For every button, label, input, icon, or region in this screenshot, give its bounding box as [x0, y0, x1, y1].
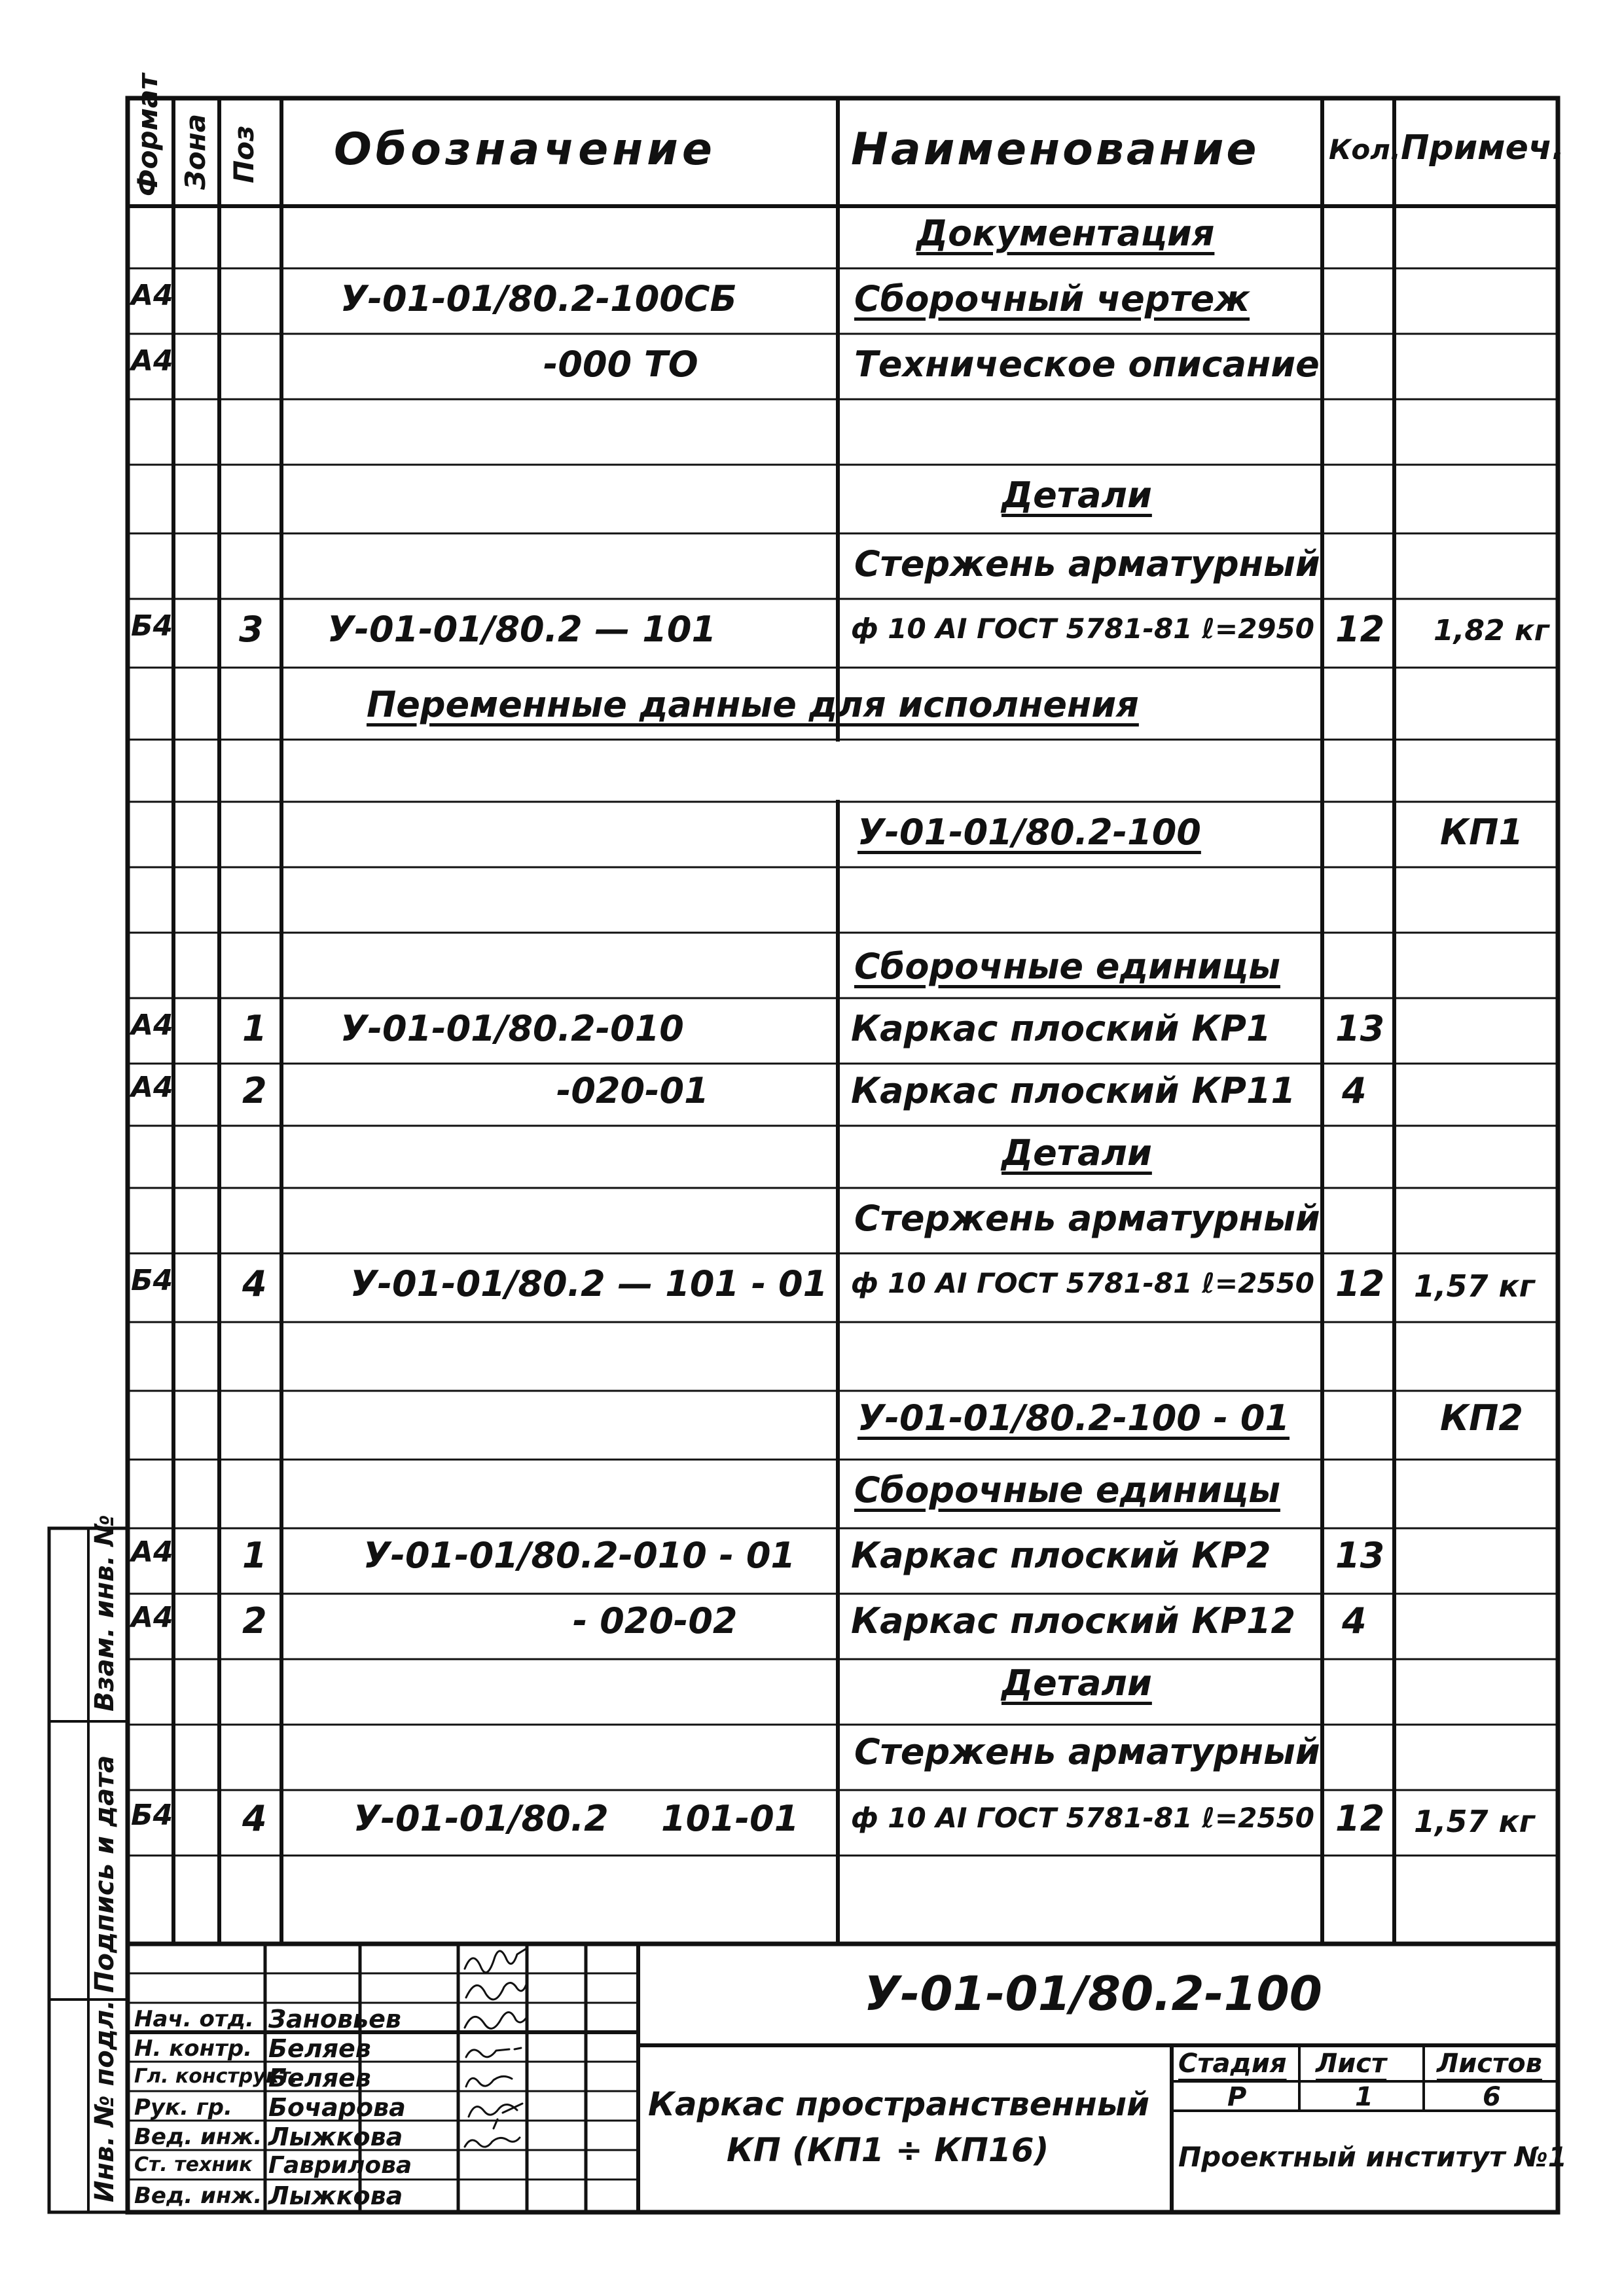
row27-note: 1,57 кг — [1414, 1804, 1535, 1839]
person-surname: Бочарова — [268, 2093, 406, 2122]
header-zone: Зона — [179, 113, 211, 190]
document-title-line1: Каркас пространственный — [648, 2085, 1150, 2123]
row11-name: У-01-01/80.2-100 — [857, 812, 1201, 853]
row17-name: Стержень арматурный — [854, 1198, 1320, 1239]
row27-designation-suffix: 101-01 — [661, 1798, 799, 1839]
row13-name: Сборочные единицы — [854, 946, 1280, 987]
row16-name: Детали — [1001, 1132, 1152, 1174]
sheets-value: 6 — [1483, 2082, 1501, 2112]
person-surname: Лыжкова — [268, 2123, 403, 2151]
header-name: Наименование — [851, 124, 1259, 175]
stage-label: Стадия — [1178, 2049, 1287, 2079]
row6-name: Стержень арматурный — [854, 543, 1320, 584]
stamp-inv-replaced: Взам. инв. № — [90, 1515, 120, 1712]
row2-name: Сборочный чертеж — [854, 278, 1250, 319]
person-role: Вед. инж. — [134, 2124, 262, 2150]
row18-name: ф 10 АI ГОСТ 5781-81 ℓ=2550 — [851, 1267, 1314, 1299]
row14-format: А4 — [131, 1009, 173, 1042]
document-title-line2: КП (КП1 ÷ КП16) — [727, 2131, 1049, 2169]
row7-name: ф 10 АI ГОСТ 5781-81 ℓ=2950 — [851, 613, 1314, 645]
sheet-label: Лист — [1316, 2049, 1387, 2079]
row14-name: Каркас плоский КР1 — [851, 1008, 1271, 1049]
row22-name: Сборочные единицы — [854, 1469, 1280, 1511]
stamp-inv-original: Инв. № подл. — [90, 2000, 120, 2202]
person-surname: Беляев — [268, 2064, 371, 2092]
row14-qty: 13 — [1335, 1008, 1385, 1049]
row27-designation: У-01-01/80.2 — [353, 1798, 609, 1839]
row25-name: Детали — [1001, 1662, 1152, 1704]
row7-designation: У-01-01/80.2 — 101 — [327, 609, 717, 650]
row3-format: А4 — [131, 344, 173, 378]
row18-qty: 12 — [1335, 1263, 1385, 1304]
header-note: Примеч. — [1401, 128, 1565, 168]
row14-pos: 1 — [242, 1008, 267, 1049]
row18-pos: 4 — [242, 1263, 267, 1304]
row7-pos: 3 — [239, 609, 264, 650]
row24-name: Каркас плоский КР12 — [851, 1600, 1296, 1641]
row7-note: 1,82 кг — [1434, 614, 1549, 647]
row23-pos: 1 — [242, 1535, 267, 1576]
row3-name: Техническое описание — [854, 344, 1320, 385]
person-surname: Гаврилова — [268, 2152, 412, 2179]
row27-name: ф 10 АI ГОСТ 5781-81 ℓ=2550 — [851, 1802, 1314, 1834]
row23-name: Каркас плоский КР2 — [851, 1535, 1271, 1576]
header-qty: Кол. — [1329, 134, 1401, 166]
row23-format: А4 — [131, 1535, 173, 1569]
row9-variable-data-heading: Переменные данные для исполнения — [367, 684, 1139, 725]
row24-qty: 4 — [1342, 1600, 1367, 1641]
stage-value: Р — [1227, 2082, 1247, 2112]
row20-name: У-01-01/80.2-100 - 01 — [857, 1397, 1290, 1439]
row24-designation: - 020-02 — [573, 1600, 738, 1641]
row2-format: А4 — [131, 279, 173, 312]
row15-name: Каркас плоский КР11 — [851, 1070, 1296, 1111]
row20-note: КП2 — [1440, 1397, 1523, 1439]
row14-designation: У-01-01/80.2-010 — [340, 1008, 684, 1049]
organization: Проектный институт №1 — [1178, 2141, 1568, 2173]
person-role: Рук. гр. — [134, 2094, 232, 2121]
sheet-value: 1 — [1355, 2082, 1373, 2112]
row1-name: Документация — [916, 213, 1215, 254]
person-role: Н. контр. — [134, 2036, 253, 2062]
row27-pos: 4 — [242, 1798, 267, 1839]
row5-name: Детали — [1001, 475, 1152, 516]
row2-designation: У-01-01/80.2-100СБ — [340, 278, 737, 319]
row3-designation: -000 ТО — [543, 344, 698, 385]
document-code: У-01-01/80.2-100 — [864, 1966, 1322, 2021]
person-role: Вед. инж. — [134, 2183, 262, 2209]
row15-pos: 2 — [242, 1070, 267, 1111]
row27-qty: 12 — [1335, 1798, 1385, 1839]
row26-name: Стержень арматурный — [854, 1731, 1320, 1772]
person-role: Гл. конструкт. — [134, 2065, 298, 2088]
row18-format: Б4 — [131, 1264, 173, 1297]
person-surname: Лыжкова — [268, 2181, 403, 2210]
row15-format: А4 — [131, 1071, 173, 1104]
person-surname: Зановьев — [268, 2005, 401, 2034]
row24-pos: 2 — [242, 1600, 267, 1641]
row23-qty: 13 — [1335, 1535, 1385, 1576]
person-role: Ст. техник — [134, 2153, 253, 2176]
row23-designation: У-01-01/80.2-010 - 01 — [363, 1535, 795, 1576]
row24-format: А4 — [131, 1601, 173, 1634]
person-role: Нач. отд. — [134, 2006, 254, 2032]
person-surname: Беляев — [268, 2034, 371, 2063]
row18-designation: У-01-01/80.2 — 101 - 01 — [350, 1263, 828, 1304]
stamp-sign-date: Подпись и дата — [90, 1755, 120, 1993]
sheets-label: Листов — [1437, 2049, 1542, 2079]
row7-format: Б4 — [131, 609, 173, 643]
row15-designation: -020-01 — [556, 1070, 709, 1111]
row27-format: Б4 — [131, 1799, 173, 1832]
header-pos: Поз — [228, 125, 260, 183]
row7-qty: 12 — [1335, 609, 1385, 650]
row15-qty: 4 — [1342, 1070, 1367, 1111]
header-format: Формат — [132, 73, 164, 196]
header-designation: Обозначение — [334, 124, 716, 175]
row11-note: КП1 — [1440, 812, 1523, 853]
row18-note: 1,57 кг — [1414, 1268, 1535, 1304]
